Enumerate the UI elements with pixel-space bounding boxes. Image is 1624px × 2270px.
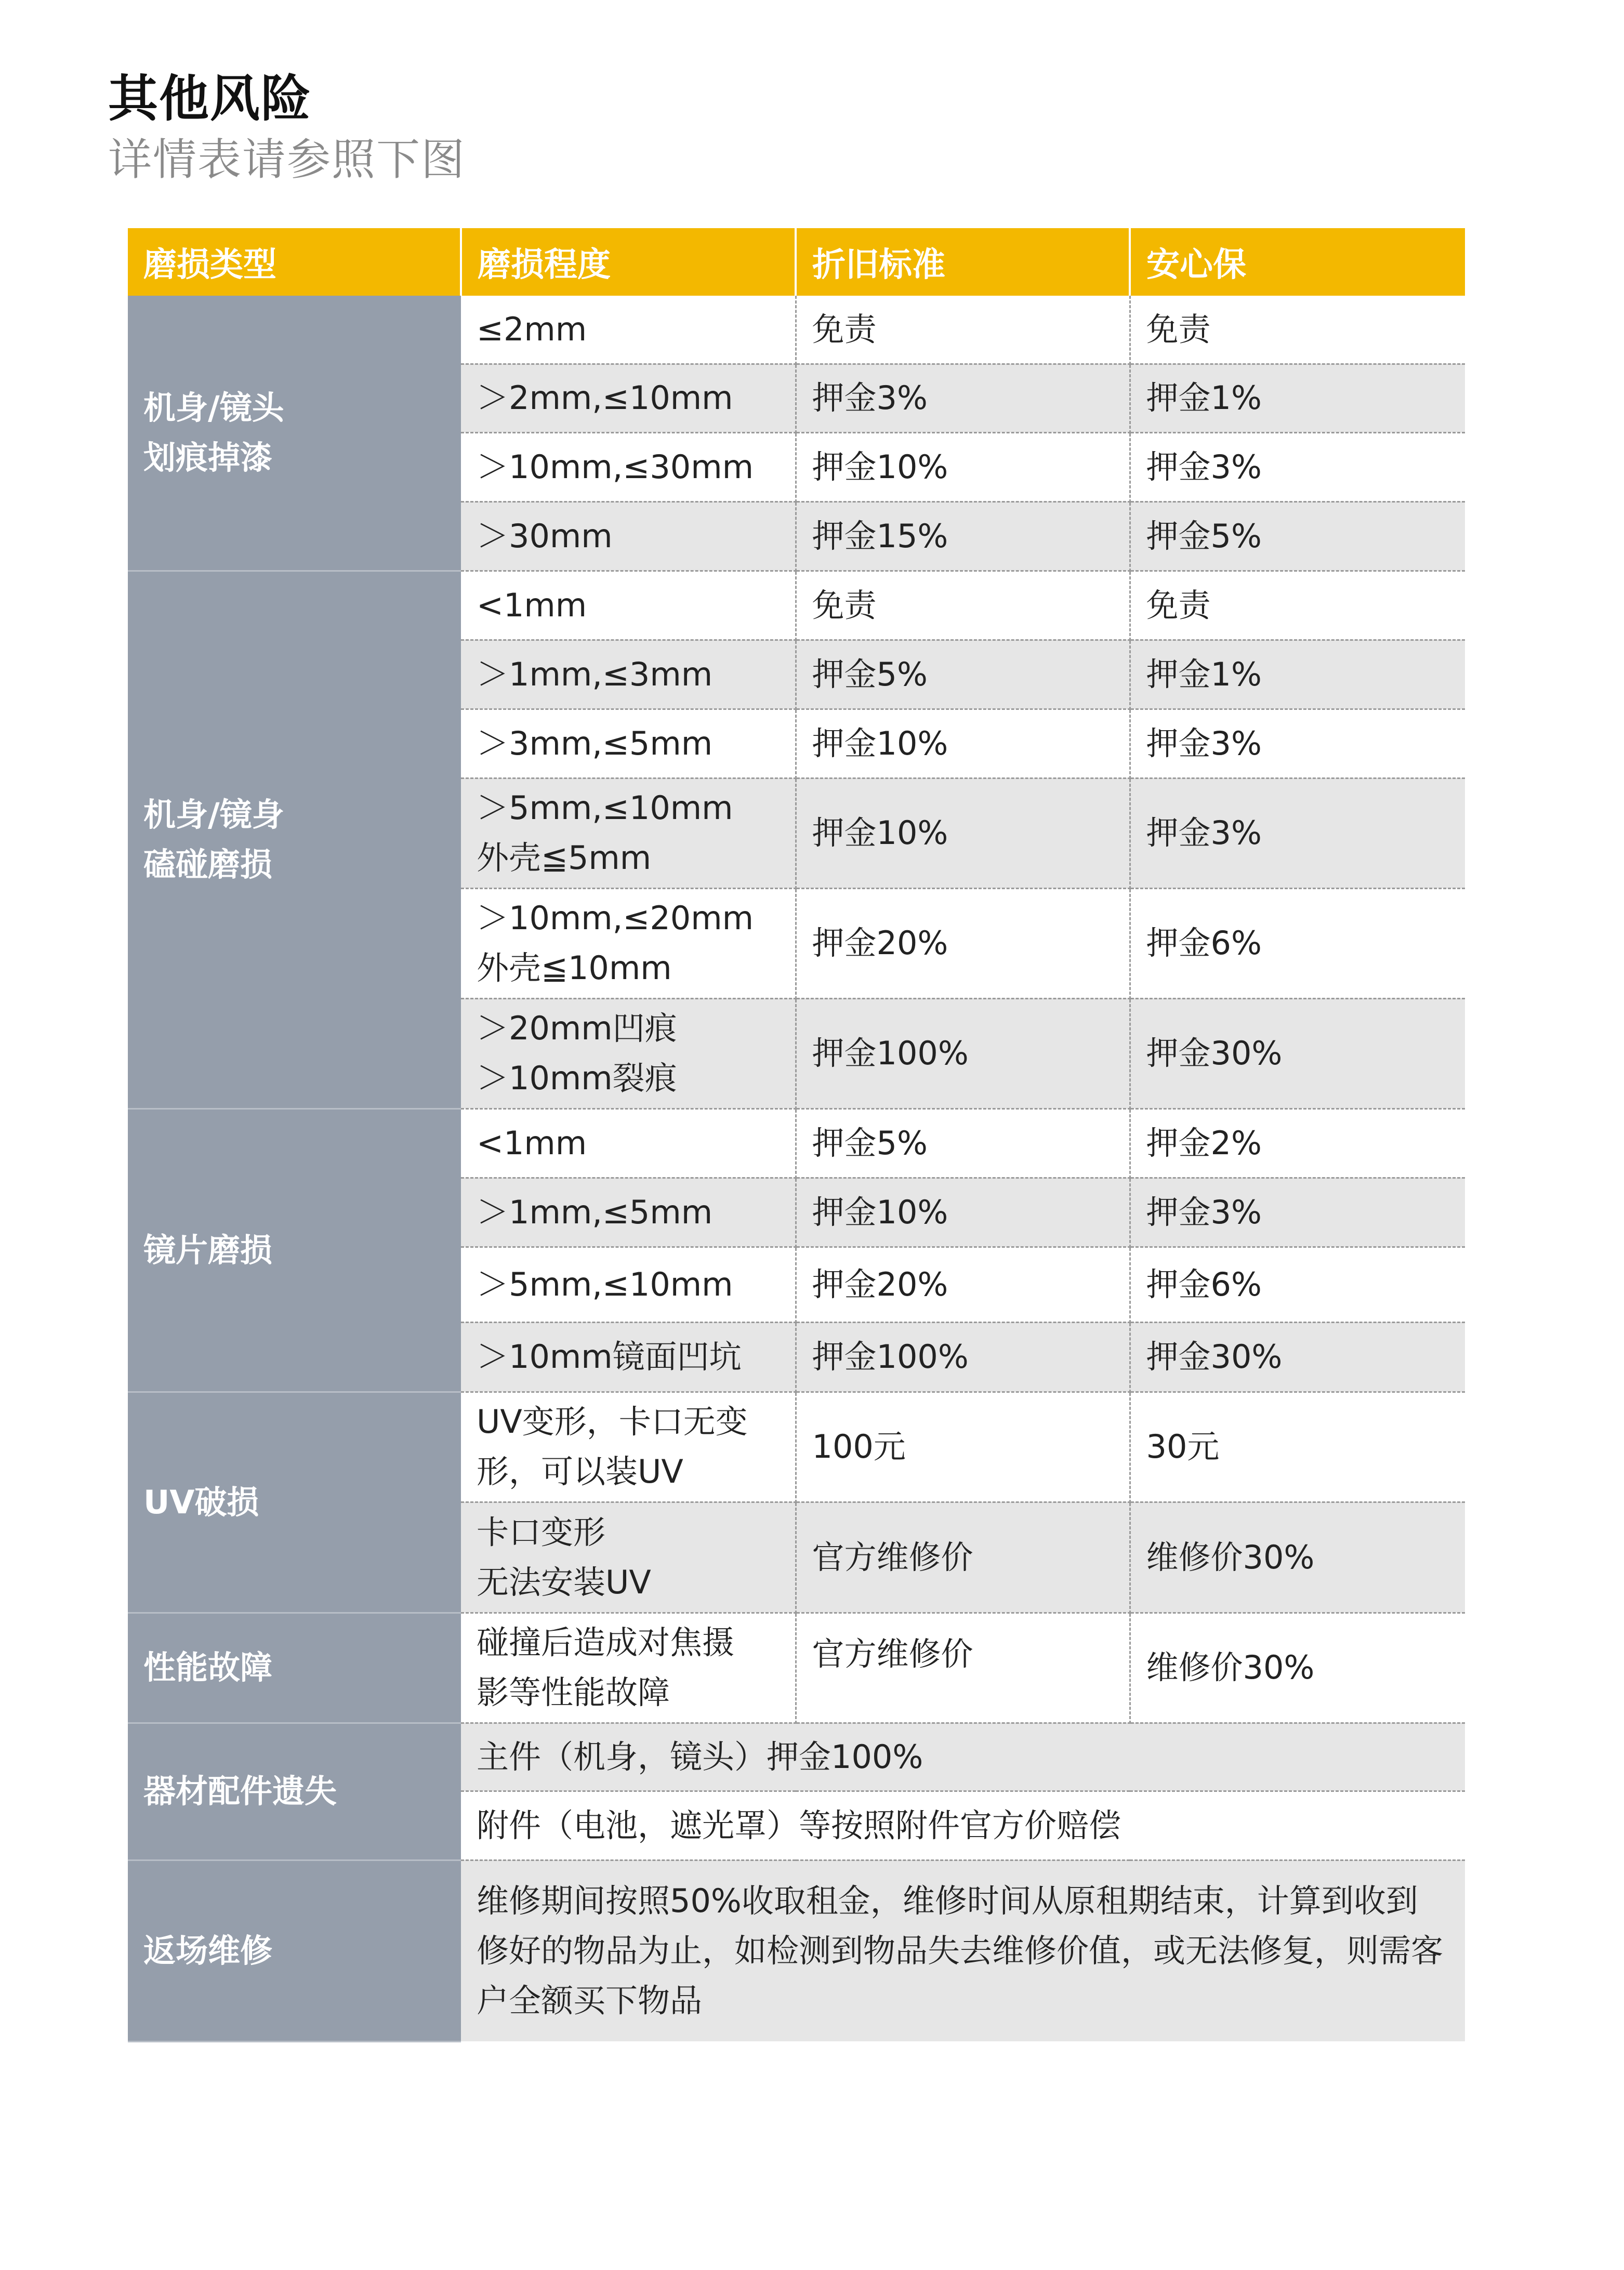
page-title: 其他风险 <box>108 70 312 128</box>
insurance-cell: 押金1% <box>1130 640 1465 709</box>
insurance-cell: 押金6% <box>1130 1247 1465 1322</box>
depreciation-cell: 押金10% <box>796 778 1130 888</box>
span-cell: 主件（机身，镜头）押金100% <box>461 1723 1465 1791</box>
degree-line: <1mm <box>477 1124 587 1162</box>
category-line: 划痕掉漆 <box>143 438 273 477</box>
degree-cell <box>461 778 796 888</box>
table-header-row <box>128 228 1465 296</box>
table-row <box>128 1723 1465 1791</box>
insurance-cell: 免责 <box>1130 571 1465 640</box>
degree-line: 影等性能故障 <box>477 1673 670 1711</box>
insurance-cell: 维修价30% <box>1130 1502 1465 1613</box>
depreciation-cell: 押金5% <box>796 1108 1130 1178</box>
category-line: 器材配件遗失 <box>143 1772 337 1810</box>
column-header-depreciation: 折旧标准 <box>796 228 1130 296</box>
depreciation-cell: 押金20% <box>796 1247 1130 1322</box>
insurance-cell: 押金30% <box>1130 998 1465 1108</box>
degree-cell <box>461 1108 796 1178</box>
category-line: 返场维修 <box>143 1931 273 1970</box>
insurance-cell: 免责 <box>1130 296 1465 364</box>
degree-line: ＞5mm,≤10mm <box>477 1265 733 1303</box>
risk-table <box>128 228 1465 2042</box>
degree-line: 无法安装UV <box>477 1563 651 1601</box>
degree-cell <box>461 888 796 998</box>
degree-cell <box>461 432 796 501</box>
column-header-wear-degree: 磨损程度 <box>461 228 796 296</box>
degree-line: ＞30mm <box>477 517 613 555</box>
category-cell <box>128 1392 461 1613</box>
insurance-cell: 30元 <box>1130 1392 1465 1502</box>
degree-cell <box>461 709 796 778</box>
category-line: UV破损 <box>143 1483 259 1521</box>
span-cell: 维修期间按照50%收取租金，维修时间从原租期结束，计算到收到修好的物品为止，如检测到物品失去维修价值，或无法修复，则需客户全额买下物品 <box>461 1860 1465 2041</box>
category-cell <box>128 1108 461 1392</box>
table-row <box>128 296 1465 364</box>
degree-line: ＞1mm,≤5mm <box>477 1193 713 1231</box>
degree-cell <box>461 296 796 364</box>
depreciation-cell: 押金5% <box>796 640 1130 709</box>
degree-line: ＞10mm,≤30mm <box>477 447 754 486</box>
table-row <box>128 1392 1465 1502</box>
category-line: 机身/镜身 <box>143 795 284 834</box>
insurance-cell: 维修价30% <box>1130 1613 1465 1723</box>
category-cell <box>128 1860 461 2041</box>
degree-cell <box>461 364 796 432</box>
degree-line: ＞10mm,≤20mm <box>477 899 754 937</box>
degree-cell <box>461 1247 796 1322</box>
degree-cell <box>461 1613 796 1723</box>
degree-cell <box>461 501 796 571</box>
degree-line: <1mm <box>477 586 587 624</box>
degree-line: 碰撞后造成对焦摄 <box>477 1624 735 1661</box>
insurance-cell: 押金5% <box>1130 501 1465 571</box>
insurance-cell: 押金30% <box>1130 1322 1465 1392</box>
category-cell <box>128 296 461 571</box>
degree-line: 外壳≦10mm <box>477 949 672 987</box>
depreciation-cell: 免责 <box>796 296 1130 364</box>
degree-line: ＞10mm裂痕 <box>477 1059 677 1097</box>
degree-cell <box>461 571 796 640</box>
depreciation-cell: 押金3% <box>796 364 1130 432</box>
depreciation-cell: 押金10% <box>796 709 1130 778</box>
insurance-cell: 押金3% <box>1130 1178 1465 1247</box>
insurance-cell: 押金6% <box>1130 888 1465 998</box>
insurance-cell: 押金3% <box>1130 778 1465 888</box>
degree-line: 形，可以装UV <box>477 1453 683 1490</box>
category-cell <box>128 1613 461 1723</box>
depreciation-cell: 100元 <box>796 1392 1130 1502</box>
table-row <box>128 1860 1465 2041</box>
degree-line: 外壳≦5mm <box>477 839 652 877</box>
degree-cell <box>461 1178 796 1247</box>
depreciation-cell: 押金10% <box>796 1178 1130 1247</box>
table-row <box>128 571 1465 640</box>
degree-cell <box>461 1392 796 1502</box>
column-header-insurance: 安心保 <box>1130 228 1465 296</box>
column-header-wear-type: 磨损类型 <box>128 228 461 296</box>
insurance-cell: 押金2% <box>1130 1108 1465 1178</box>
depreciation-cell: 押金20% <box>796 888 1130 998</box>
depreciation-cell: 押金100% <box>796 998 1130 1108</box>
insurance-cell: 押金1% <box>1130 364 1465 432</box>
depreciation-cell: 押金15% <box>796 501 1130 571</box>
category-line: 镜片磨损 <box>143 1231 273 1269</box>
insurance-cell: 押金3% <box>1130 432 1465 501</box>
depreciation-cell: 官方维修价 <box>796 1502 1130 1613</box>
degree-line: ＞1mm,≤3mm <box>477 655 713 693</box>
category-line: 机身/镜头 <box>143 388 284 427</box>
table-row <box>128 1108 1465 1178</box>
degree-cell <box>461 998 796 1108</box>
degree-line: ＞2mm,≤10mm <box>477 379 733 417</box>
depreciation-cell: 官方维修价 <box>796 1613 1130 1723</box>
degree-line: ＞10mm镜面凹坑 <box>477 1338 742 1376</box>
degree-line: UV变形，卡口无变 <box>477 1403 748 1441</box>
degree-cell <box>461 1502 796 1613</box>
degree-line: ≤2mm <box>477 310 587 348</box>
depreciation-cell: 免责 <box>796 571 1130 640</box>
category-line: 性能故障 <box>143 1648 273 1686</box>
degree-cell <box>461 1322 796 1392</box>
degree-line: ＞20mm凹痕 <box>477 1009 677 1047</box>
insurance-cell: 押金3% <box>1130 709 1465 778</box>
page-subtitle: 详情表请参照下图 <box>108 134 466 185</box>
degree-line: ＞5mm,≤10mm <box>477 789 733 827</box>
span-cell: 附件（电池，遮光罩）等按照附件官方价赔偿 <box>461 1791 1465 1860</box>
category-cell <box>128 1723 461 1860</box>
category-cell <box>128 571 461 1108</box>
category-line: 磕碰磨损 <box>143 845 273 883</box>
degree-line: 卡口变形 <box>477 1513 606 1551</box>
table-row <box>128 1613 1465 1723</box>
depreciation-cell: 押金10% <box>796 432 1130 501</box>
degree-line: ＞3mm,≤5mm <box>477 724 713 762</box>
depreciation-cell: 押金100% <box>796 1322 1130 1392</box>
degree-cell <box>461 640 796 709</box>
